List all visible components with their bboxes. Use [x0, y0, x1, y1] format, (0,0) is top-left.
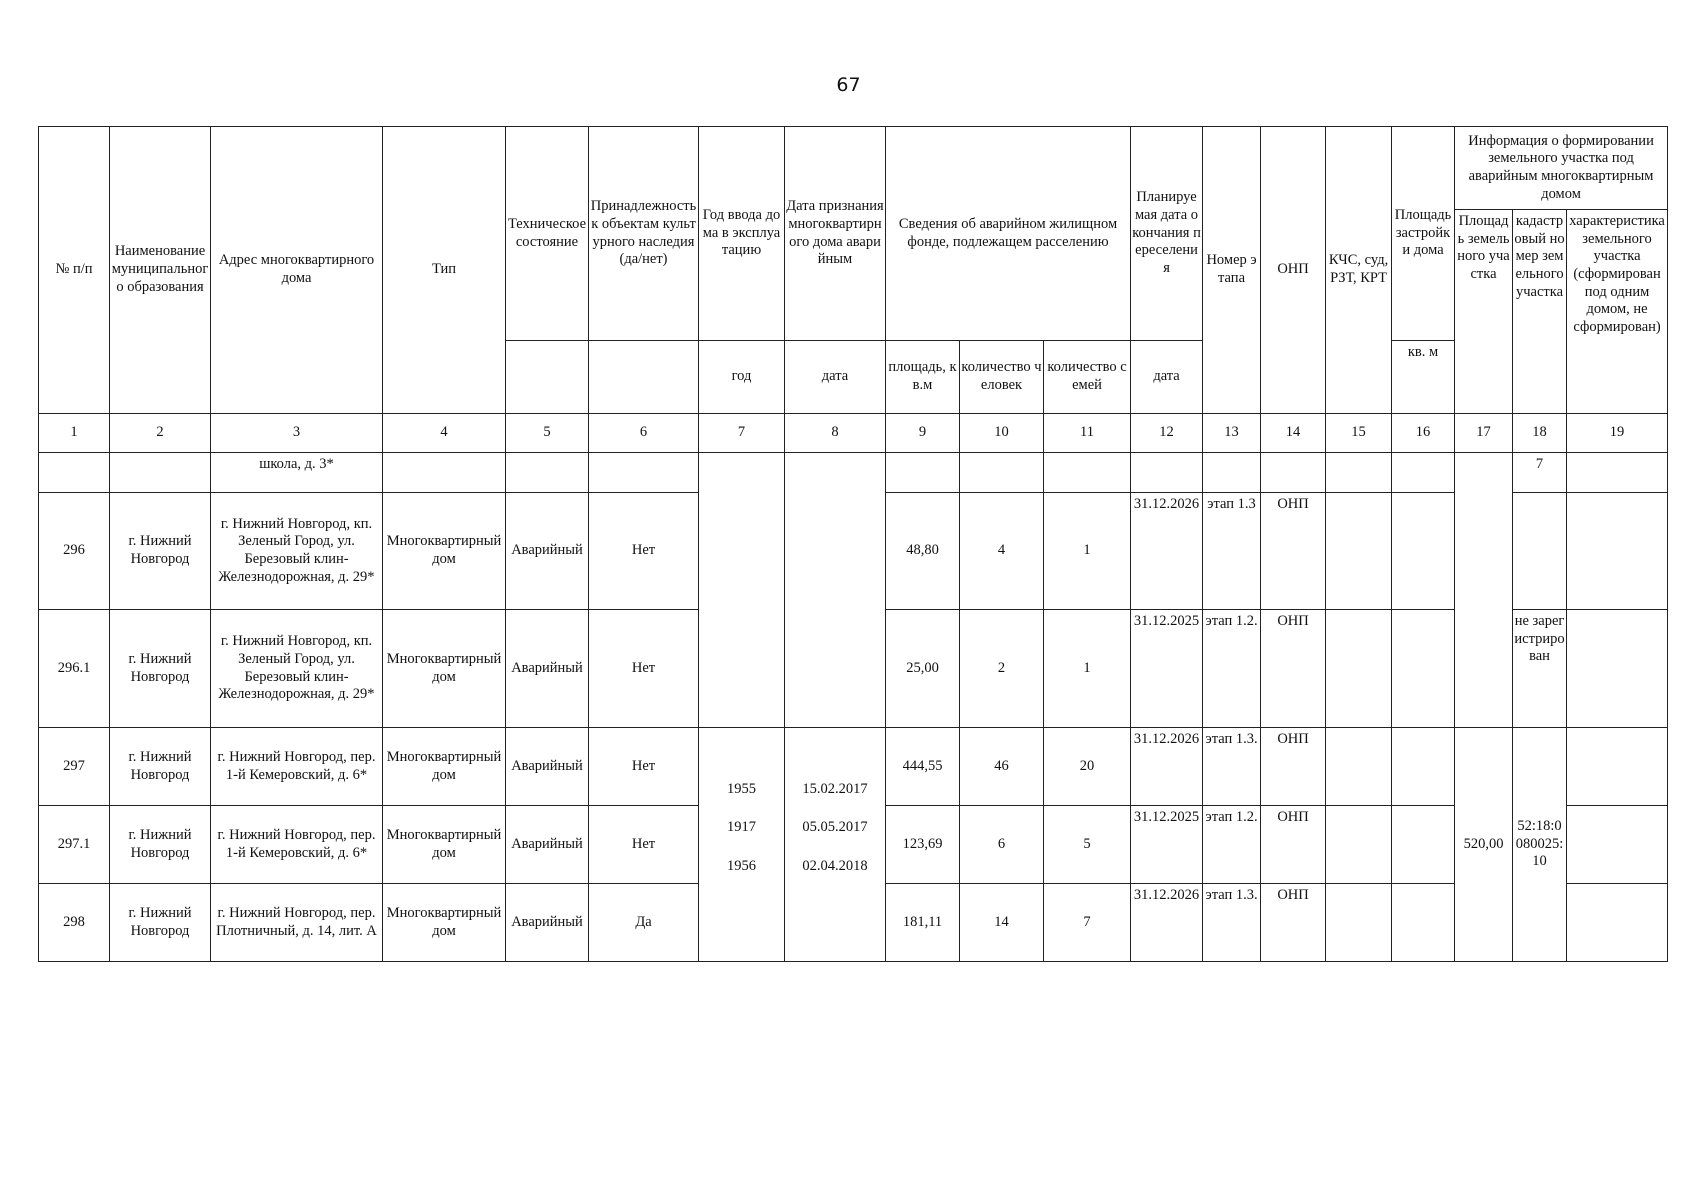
header-sub-people: количество человек	[960, 341, 1044, 414]
row-num: 298	[39, 884, 110, 962]
col-number: 4	[383, 414, 506, 453]
land-area-cell-empty	[1455, 453, 1513, 728]
row-stage: этап 1.3.	[1203, 884, 1261, 962]
date-297: 15.02.2017	[802, 781, 868, 797]
col-number: 14	[1261, 414, 1326, 453]
row-heritage: Да	[589, 884, 699, 962]
col-number: 17	[1455, 414, 1513, 453]
row-heritage: Нет	[589, 728, 699, 806]
row-stage: этап 1.2.	[1203, 610, 1261, 728]
row-address: г. Нижний Новгород, пер. Плотничный, д. 14, лит. А	[211, 884, 383, 962]
row-type: Многоквартирный дом	[383, 493, 506, 610]
row-people: 2	[960, 610, 1044, 728]
row-num: 296	[39, 493, 110, 610]
table-cell	[1567, 806, 1668, 884]
row-people: 4	[960, 493, 1044, 610]
merged-cadastral: 52:18:0080025:10	[1513, 728, 1567, 962]
row-onp: ОНП	[1261, 493, 1326, 610]
col-number: 6	[589, 414, 699, 453]
header-built-area: Площадь застройки дома	[1392, 127, 1455, 341]
row-heritage: Нет	[589, 610, 699, 728]
continuation-cadastral: 7	[1513, 453, 1567, 493]
col-number: 1	[39, 414, 110, 453]
header-sub-families: количество семей	[1044, 341, 1131, 414]
table-cell	[1392, 493, 1455, 610]
table-cell	[1131, 453, 1203, 493]
year-297-1: 1917	[727, 819, 756, 836]
row-area: 25,00	[886, 610, 960, 728]
header-sub-date: дата	[785, 341, 886, 414]
table-cell	[1567, 728, 1668, 806]
row-families: 5	[1044, 806, 1131, 884]
col-number: 9	[886, 414, 960, 453]
col-number: 7	[699, 414, 785, 453]
table-cell	[1326, 806, 1392, 884]
table-cell	[1392, 453, 1455, 493]
row-families: 1	[1044, 493, 1131, 610]
header-sub-planned-date: дата	[1131, 341, 1203, 414]
date-298: 02.04.2018	[802, 857, 868, 874]
row-state: Аварийный	[506, 806, 589, 884]
date-cell-empty	[785, 453, 886, 728]
year-297: 1955	[727, 781, 756, 797]
row-num: 297.1	[39, 806, 110, 884]
header-sub-year: год	[699, 341, 785, 414]
col-number: 18	[1513, 414, 1567, 453]
table-cell	[886, 453, 960, 493]
row-type: Многоквартирный дом	[383, 884, 506, 962]
table-cell	[1326, 453, 1392, 493]
row-families: 7	[1044, 884, 1131, 962]
emergency-housing-table	[38, 126, 1668, 962]
col-number: 13	[1203, 414, 1261, 453]
row-heritage: Нет	[589, 806, 699, 884]
header-heritage: Принадлежность к объектам культурного наследия (да/нет)	[589, 127, 699, 341]
table-cell	[383, 453, 506, 493]
row-municipality: г. Нижний Новгород	[110, 610, 211, 728]
table-cell	[1261, 453, 1326, 493]
col-number: 15	[1326, 414, 1392, 453]
row-stage: этап 1.2.	[1203, 806, 1261, 884]
row-people: 6	[960, 806, 1044, 884]
merged-date-cell	[785, 728, 886, 962]
row-cadastral: не зарегистрирован	[1513, 610, 1567, 728]
row-municipality: г. Нижний Новгород	[110, 806, 211, 884]
col-number: 2	[110, 414, 211, 453]
col-number: 8	[785, 414, 886, 453]
header-municipality: Наименование муниципального образования	[110, 127, 211, 414]
table-cell	[1203, 453, 1261, 493]
header-empty-6	[589, 341, 699, 414]
table-cell	[39, 453, 110, 493]
table-cell	[1326, 884, 1392, 962]
table-cell	[506, 453, 589, 493]
row-address: г. Нижний Новгород, кп. Зеленый Город, ул. Березовый клин-Железнодорожная, д. 29*	[211, 610, 383, 728]
row-state: Аварийный	[506, 728, 589, 806]
row-municipality: г. Нижний Новгород	[110, 884, 211, 962]
table-row	[39, 728, 1668, 806]
header-onp: ОНП	[1261, 127, 1326, 414]
table-cell	[1567, 493, 1668, 610]
merged-year-cell	[699, 728, 785, 962]
header-tech-state: Техническое состояние	[506, 127, 589, 341]
header-year: Год ввода дома в эксплуатацию	[699, 127, 785, 341]
row-families: 20	[1044, 728, 1131, 806]
row-planned-date: 31.12.2026	[1131, 884, 1203, 962]
row-type: Многоквартирный дом	[383, 806, 506, 884]
header-empty-5	[506, 341, 589, 414]
header-recognition-date: Дата признания многоквартирного дома аварийным	[785, 127, 886, 341]
row-families: 1	[1044, 610, 1131, 728]
row-address: г. Нижний Новгород, пер. 1-й Кемеровский, д. 6*	[211, 728, 383, 806]
row-state: Аварийный	[506, 884, 589, 962]
table-cell	[1326, 728, 1392, 806]
table-cell	[1326, 493, 1392, 610]
table-cell	[1044, 453, 1131, 493]
row-onp: ОНП	[1261, 610, 1326, 728]
row-municipality: г. Нижний Новгород	[110, 493, 211, 610]
header-num: № п/п	[39, 127, 110, 414]
header-planned-date: Планируемая дата окончания переселения	[1131, 127, 1203, 341]
header-address: Адрес многоквартирного дома	[211, 127, 383, 414]
row-type: Многоквартирный дом	[383, 728, 506, 806]
header-cadastral: кадастровый номер земельного участка	[1513, 210, 1567, 414]
row-stage: этап 1.3.	[1203, 728, 1261, 806]
merged-land-area: 520,00	[1455, 728, 1513, 962]
col-number: 10	[960, 414, 1044, 453]
row-onp: ОНП	[1261, 806, 1326, 884]
row-people: 46	[960, 728, 1044, 806]
col-number: 3	[211, 414, 383, 453]
table-cell	[1326, 610, 1392, 728]
year-298: 1956	[727, 857, 756, 874]
row-state: Аварийный	[506, 610, 589, 728]
row-people: 14	[960, 884, 1044, 962]
year-cell-empty	[699, 453, 785, 728]
row-address: г. Нижний Новгород, кп. Зеленый Город, ул. Березовый клин-Железнодорожная, д. 29*	[211, 493, 383, 610]
header-land-characteristic: характеристика земельного участка (сформирован под одним домом, не сформирован)	[1567, 210, 1668, 414]
row-area: 48,80	[886, 493, 960, 610]
table-cell	[1513, 493, 1567, 610]
table-cell	[1567, 884, 1668, 962]
row-planned-date: 31.12.2026	[1131, 493, 1203, 610]
col-number: 19	[1567, 414, 1668, 453]
row-area: 123,69	[886, 806, 960, 884]
row-planned-date: 31.12.2025	[1131, 806, 1203, 884]
table-cell	[1392, 884, 1455, 962]
row-planned-date: 31.12.2025	[1131, 610, 1203, 728]
header-sub-area: площадь, кв.м	[886, 341, 960, 414]
table-cell	[960, 453, 1044, 493]
table-cell	[1392, 728, 1455, 806]
header-stage: Номер этапа	[1203, 127, 1261, 414]
header-emergency-info: Сведения об аварийном жилищном фонде, подлежащем расселению	[886, 127, 1131, 341]
header-kchs: КЧС, суд, РЗТ, КРТ	[1326, 127, 1392, 414]
header-type: Тип	[383, 127, 506, 414]
table-cell	[110, 453, 211, 493]
table-cell	[1392, 610, 1455, 728]
row-heritage: Нет	[589, 493, 699, 610]
col-number: 5	[506, 414, 589, 453]
row-planned-date: 31.12.2026	[1131, 728, 1203, 806]
header-land-info: Информация о формировании земельного участка под аварийным многоквартирным домом	[1455, 127, 1668, 210]
row-onp: ОНП	[1261, 728, 1326, 806]
row-num: 297	[39, 728, 110, 806]
row-municipality: г. Нижний Новгород	[110, 728, 211, 806]
col-number: 12	[1131, 414, 1203, 453]
table-cell	[1567, 453, 1668, 493]
row-area: 444,55	[886, 728, 960, 806]
row-num: 296.1	[39, 610, 110, 728]
row-state: Аварийный	[506, 493, 589, 610]
table-cell	[1567, 610, 1668, 728]
header-sub-built-area: кв. м	[1392, 341, 1455, 414]
page-number: 67	[836, 74, 861, 96]
row-stage: этап 1.3	[1203, 493, 1261, 610]
header-land-area: Площадь земельного участка	[1455, 210, 1513, 414]
row-area: 181,11	[886, 884, 960, 962]
row-address: г. Нижний Новгород, пер. 1-й Кемеровский, д. 6*	[211, 806, 383, 884]
table-cell	[589, 453, 699, 493]
col-number: 11	[1044, 414, 1131, 453]
continuation-address: школа, д. 3*	[211, 453, 383, 493]
date-297-1: 05.05.2017	[802, 819, 868, 836]
row-type: Многоквартирный дом	[383, 610, 506, 728]
col-number: 16	[1392, 414, 1455, 453]
row-onp: ОНП	[1261, 884, 1326, 962]
table-cell	[1392, 806, 1455, 884]
